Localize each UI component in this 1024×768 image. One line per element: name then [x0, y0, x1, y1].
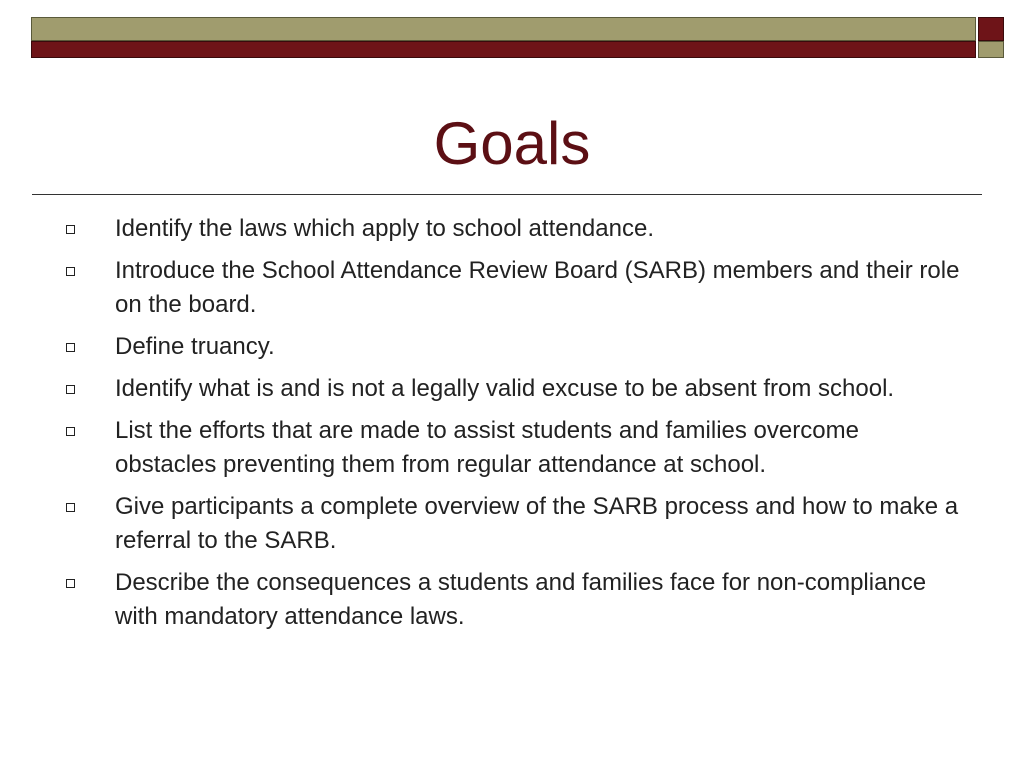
hollow-square-icon [66, 427, 75, 436]
bullet-text: Identify what is and is not a legally valid excuse to be absent from school. [115, 375, 895, 402]
slide-title: Goals [433, 110, 591, 177]
header-bar-maroon [31, 41, 976, 58]
bullet-item [60, 414, 960, 482]
header-bar-olive [31, 17, 976, 41]
hollow-square-icon [66, 267, 75, 276]
bullet-item [60, 566, 960, 634]
bullet-text: Identify the laws which apply to school attendance. [115, 215, 654, 242]
header-square-olive [978, 41, 1004, 58]
bullet-text: Introduce the School Attendance Review Board (SARB) members and their role on the board. [115, 257, 960, 318]
bullet-text: Define truancy. [115, 333, 275, 360]
bullet-item [60, 490, 960, 558]
bullet-text: Describe the consequences a students and families face for non-compliance with mandatory attendance laws. [115, 569, 927, 630]
header-square-maroon [978, 17, 1004, 41]
bullet-item [60, 212, 960, 246]
hollow-square-icon [66, 579, 75, 588]
bullet-item [60, 254, 960, 322]
hollow-square-icon [66, 503, 75, 512]
hollow-square-icon [66, 225, 75, 234]
bullet-text: List the efforts that are made to assist students and families overcome obstacles preventing them from regular attendance at school. [115, 417, 859, 478]
title-divider [32, 194, 982, 195]
bullet-list [60, 212, 960, 642]
hollow-square-icon [66, 385, 75, 394]
bullet-item [60, 372, 960, 406]
bullet-text: Give participants a complete overview of the SARB process and how to make a referral to the SARB. [115, 493, 959, 554]
bullet-item [60, 330, 960, 364]
hollow-square-icon [66, 343, 75, 352]
